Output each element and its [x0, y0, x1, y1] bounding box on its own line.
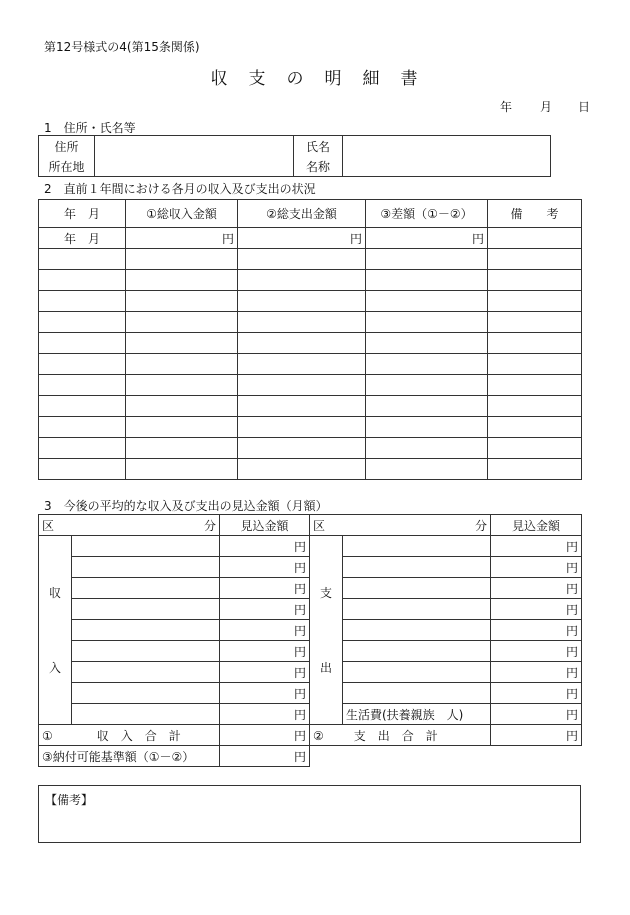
monthly-cell[interactable] — [39, 312, 126, 333]
remarks-box[interactable] — [38, 785, 581, 843]
monthly-row — [39, 417, 582, 438]
monthly-cell[interactable] — [366, 312, 488, 333]
monthly-cell[interactable] — [488, 459, 582, 480]
address-field[interactable] — [95, 136, 294, 177]
expense-amount-field[interactable]: 円 — [491, 704, 582, 725]
monthly-row — [39, 291, 582, 312]
empty-space — [310, 746, 582, 767]
monthly-cell[interactable] — [126, 438, 238, 459]
expense-cell[interactable]: 円 — [238, 228, 366, 249]
date-year: 年 — [500, 100, 513, 114]
income-item-field[interactable] — [72, 641, 220, 662]
monthly-cell[interactable] — [39, 438, 126, 459]
payable-standard-amount[interactable]: 円 — [220, 746, 310, 767]
income-amount-field[interactable]: 円 — [220, 683, 310, 704]
monthly-cell[interactable] — [238, 417, 366, 438]
remarks-label: 【備考】 — [45, 793, 94, 807]
expense-vertical-label — [310, 536, 343, 725]
section3-heading: 3 今後の平均的な収入及び支出の見込金額（月額） — [44, 499, 328, 513]
expense-item-field[interactable] — [343, 578, 491, 599]
name-field[interactable] — [343, 136, 551, 177]
monthly-cell[interactable] — [126, 333, 238, 354]
monthly-cell[interactable] — [488, 312, 582, 333]
monthly-cell[interactable] — [366, 291, 488, 312]
monthly-cell[interactable] — [39, 291, 126, 312]
monthly-cell[interactable] — [126, 249, 238, 270]
monthly-cell[interactable] — [238, 291, 366, 312]
name-label: 氏名 — [294, 136, 343, 157]
monthly-cell[interactable] — [238, 375, 366, 396]
living-cost-label: 生活費(扶養親族 人) — [343, 704, 491, 725]
monthly-cell[interactable] — [39, 396, 126, 417]
monthly-row — [39, 333, 582, 354]
monthly-row — [39, 354, 582, 375]
monthly-cell[interactable] — [488, 291, 582, 312]
monthly-row — [39, 375, 582, 396]
monthly-cell[interactable] — [488, 249, 582, 270]
income-item-field[interactable] — [72, 620, 220, 641]
income-total-amount[interactable]: 円 — [220, 725, 310, 746]
expense-total-label: ② 支 出 合 計 — [310, 725, 491, 746]
monthly-cell[interactable] — [39, 417, 126, 438]
monthly-cell[interactable] — [238, 354, 366, 375]
monthly-cell[interactable] — [238, 312, 366, 333]
difference-cell[interactable]: 円 — [366, 228, 488, 249]
income-total-label: ① 収 入 合 計 — [39, 725, 220, 746]
monthly-cell[interactable] — [126, 291, 238, 312]
monthly-row — [39, 270, 582, 291]
monthly-cell[interactable] — [238, 270, 366, 291]
income-item-field[interactable] — [72, 662, 220, 683]
col-total-income: ①総収入金額 — [126, 200, 238, 228]
location-label: 所在地 — [39, 156, 95, 177]
monthly-cell[interactable] — [366, 354, 488, 375]
income-amount-field[interactable]: 円 — [220, 620, 310, 641]
income-cell[interactable]: 円 — [126, 228, 238, 249]
monthly-cell[interactable] — [366, 396, 488, 417]
monthly-cell[interactable] — [238, 438, 366, 459]
section1-heading: 1 住所・氏名等 — [44, 121, 136, 135]
income-amount-field[interactable]: 円 — [220, 557, 310, 578]
expense-amount-field[interactable]: 円 — [491, 578, 582, 599]
income-item-field[interactable] — [72, 704, 220, 725]
monthly-cell[interactable] — [126, 270, 238, 291]
monthly-cell[interactable] — [366, 249, 488, 270]
income-char-2: 入 — [48, 661, 61, 675]
expense-amount-field[interactable]: 円 — [491, 599, 582, 620]
expense-amount-field[interactable]: 円 — [491, 662, 582, 683]
monthly-cell[interactable] — [238, 249, 366, 270]
monthly-cell[interactable] — [126, 354, 238, 375]
date-month: 月 — [540, 100, 553, 114]
expense-amount-field[interactable]: 円 — [491, 683, 582, 704]
monthly-cell[interactable] — [238, 396, 366, 417]
monthly-cell[interactable] — [238, 333, 366, 354]
income-item-field[interactable] — [72, 557, 220, 578]
monthly-cell[interactable] — [39, 333, 126, 354]
monthly-cell[interactable] — [126, 375, 238, 396]
monthly-table — [38, 199, 582, 480]
monthly-cell[interactable] — [488, 438, 582, 459]
expense-amount-field[interactable]: 円 — [491, 620, 582, 641]
expense-char-1: 支 — [319, 586, 332, 600]
page-title: 収 支 の 明 細 書 — [210, 69, 420, 89]
expense-total-amount[interactable]: 円 — [491, 725, 582, 746]
expense-item-field[interactable] — [343, 683, 491, 704]
income-amount-field[interactable]: 円 — [220, 599, 310, 620]
income-amount-field[interactable]: 円 — [220, 641, 310, 662]
income-item-field[interactable] — [72, 578, 220, 599]
expense-item-field[interactable] — [343, 662, 491, 683]
monthly-cell[interactable] — [238, 459, 366, 480]
income-amount-field[interactable]: 円 — [220, 662, 310, 683]
address-name-table — [38, 135, 551, 177]
expense-item-field[interactable] — [343, 599, 491, 620]
expense-char-2: 出 — [319, 661, 332, 675]
income-estimate-header: 見込金額 — [220, 515, 310, 536]
expense-item-field[interactable] — [343, 536, 491, 557]
monthly-row — [39, 459, 582, 480]
monthly-cell[interactable] — [39, 459, 126, 480]
monthly-cell[interactable] — [39, 375, 126, 396]
income-amount-field[interactable]: 円 — [220, 704, 310, 725]
expense-estimate-header: 見込金額 — [491, 515, 582, 536]
monthly-cell[interactable] — [39, 249, 126, 270]
col-remarks: 備 考 — [488, 200, 582, 228]
title-name-label: 名称 — [294, 156, 343, 177]
monthly-cell[interactable] — [39, 354, 126, 375]
expense-category-header: 区 分 — [310, 515, 491, 536]
col-total-expense: ②総支出金額 — [238, 200, 366, 228]
monthly-row — [39, 249, 582, 270]
income-amount-field[interactable]: 円 — [220, 536, 310, 557]
monthly-cell[interactable] — [366, 459, 488, 480]
monthly-cell[interactable] — [488, 396, 582, 417]
income-vertical-label — [39, 536, 72, 725]
estimate-table — [38, 514, 582, 767]
monthly-cell[interactable] — [488, 375, 582, 396]
expense-amount-field[interactable]: 円 — [491, 641, 582, 662]
expense-amount-field[interactable]: 円 — [491, 557, 582, 578]
year-month-cell[interactable]: 年 月 — [39, 228, 126, 249]
income-item-field[interactable] — [72, 683, 220, 704]
monthly-cell[interactable] — [126, 396, 238, 417]
date-day: 日 — [578, 100, 591, 114]
monthly-cell[interactable] — [488, 333, 582, 354]
income-category-header: 区 分 — [39, 515, 220, 536]
income-amount-field[interactable]: 円 — [220, 578, 310, 599]
expense-amount-field[interactable]: 円 — [491, 536, 582, 557]
col-year-month: 年 月 — [39, 200, 126, 228]
monthly-cell[interactable] — [366, 375, 488, 396]
monthly-cell[interactable] — [366, 438, 488, 459]
income-item-field[interactable] — [72, 599, 220, 620]
monthly-row — [39, 396, 582, 417]
income-char-1: 収 — [48, 586, 61, 600]
monthly-row — [39, 312, 582, 333]
payable-standard-label: ③納付可能基準額（①－②） — [39, 746, 220, 767]
monthly-row — [39, 438, 582, 459]
monthly-cell[interactable] — [39, 270, 126, 291]
monthly-cell[interactable] — [366, 417, 488, 438]
monthly-cell[interactable] — [488, 417, 582, 438]
remarks-cell[interactable] — [488, 228, 582, 249]
expense-item-field[interactable] — [343, 641, 491, 662]
section2-heading: 2 直前１年間における各月の収入及び支出の状況 — [44, 182, 316, 196]
address-label: 住所 — [39, 136, 95, 157]
expense-item-field[interactable] — [343, 620, 491, 641]
monthly-cell[interactable] — [366, 270, 488, 291]
monthly-cell[interactable] — [126, 312, 238, 333]
income-item-field[interactable] — [72, 536, 220, 557]
monthly-cell[interactable] — [126, 459, 238, 480]
monthly-cell[interactable] — [126, 417, 238, 438]
form-number: 第12号様式の4(第15条関係) — [44, 40, 200, 54]
expense-item-field[interactable] — [343, 557, 491, 578]
monthly-cell[interactable] — [488, 354, 582, 375]
col-difference: ③差額（①－②） — [366, 200, 488, 228]
monthly-cell[interactable] — [366, 333, 488, 354]
monthly-cell[interactable] — [488, 270, 582, 291]
